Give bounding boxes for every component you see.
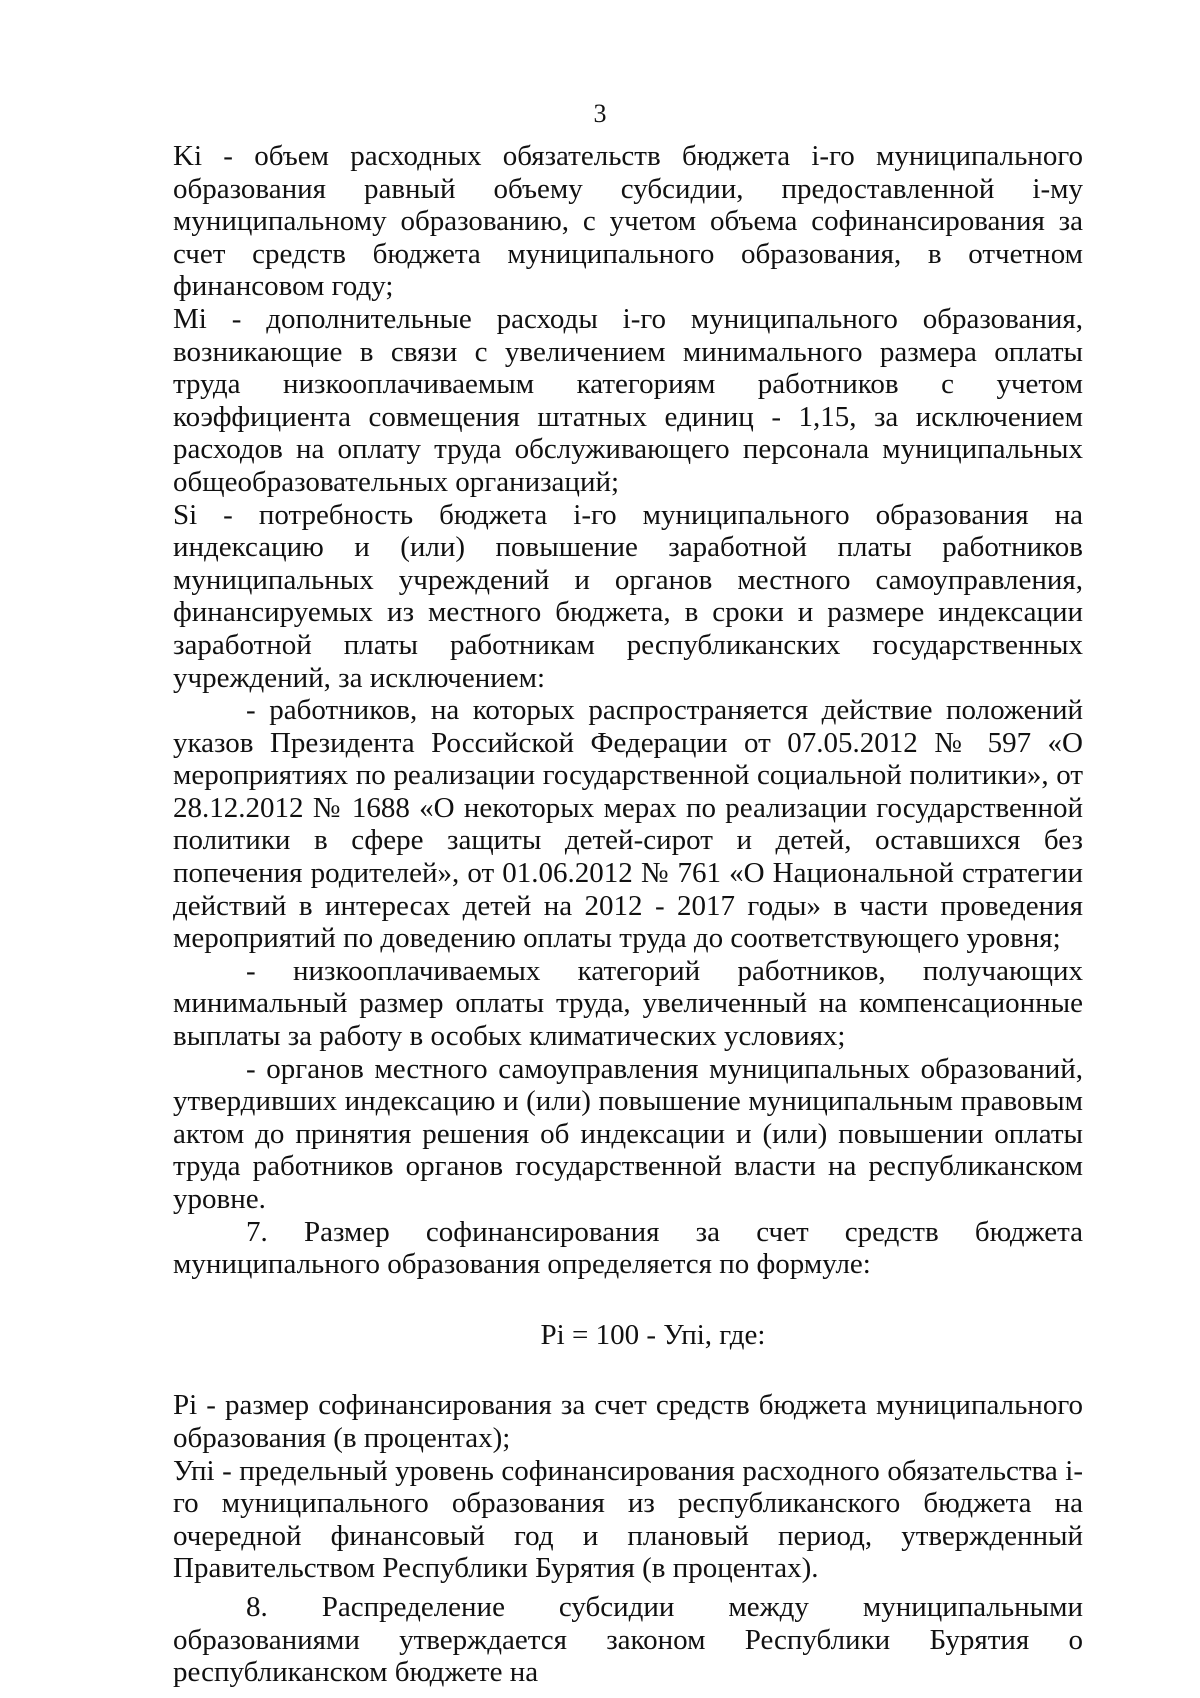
definition-si: Si - потребность бюджета i-го муниципального образования на индексацию и (или) повышение заработной платы работников муниципальных учреждений и органов местного самоуправления, финансируемых из местного бюджета, в сроки и размере индексации заработной платы работникам республиканских государственных учреждений, за исключением:: [173, 498, 1083, 694]
exception-item-1: - работников, на которых распространяется действие положений указов Президента Российской Федерации от 07.05.2012 № 597 «О мероприятиях по реализации государственной социальной политики», от 28.12.2012 № 1688 «О некоторых мерах по реализации государственной политики в сфере защиты детей-сирот и детей, оставшихся без попечения родителей», от 01.06.2012 № 761 «О Национальной стратегии действий в интересах детей на 2012 - 2017 годы» в части проведения мероприятий по доведению оплаты труда до соответствующего уровня;: [173, 694, 1083, 955]
exception-item-2: - низкооплачиваемых категорий работников, получающих минимальный размер оплаты труда, увеличенный на компенсационные выплаты за работу в особых климатических условиях;: [173, 954, 1083, 1053]
definition-pi: Pi - размер софинансирования за счет средств бюджета муниципального образования (в процентах);: [173, 1389, 1083, 1454]
definition-mi: Mi - дополнительные расходы i-го муниципального образования, возникающие в связи с увеличением минимального размера оплаты труда низкооплачиваемым категориям работников с учетом коэффициента совмещения штатных единиц - 1,15, за исключением расходов на оплату труда обслуживающего персонала муниципальных общеобразовательных организаций;: [173, 302, 1083, 498]
clause-8: 8. Распределение субсидии между муниципальными образованиями утверждается законом Республики Бурятия о республиканском бюджете на: [173, 1590, 1083, 1689]
page-number: 3: [593, 99, 607, 128]
clause-7: 7. Размер софинансирования за счет средств бюджета муниципального образования определяется по формуле:: [173, 1215, 1083, 1281]
definition-upi: Упi - предельный уровень софинансирования расходного обязательства i-го муниципального образования из республиканского бюджета на очередной финансовый год и плановый период, утвержденный Правительством Республики Бурятия (в процентах).: [173, 1454, 1083, 1585]
document-body: [173, 140, 1083, 1689]
formula: Pi = 100 - Упi, где:: [540, 1318, 766, 1351]
exception-item-3: - органов местного самоуправления муниципальных образований, утвердивших индексацию и (или) повышение муниципальным правовым актом до принятия решения об индексации и (или) повышении оплаты труда работников органов государственной власти на республиканском уровне.: [173, 1052, 1083, 1215]
definition-ki: Ki - объем расходных обязательств бюджета i-го муниципального образования равный объему субсидии, предоставленной i-му муниципальному образованию, с учетом объема софинансирования за счет средств бюджета муниципального образования, в отчетном финансовом году;: [173, 140, 1083, 303]
